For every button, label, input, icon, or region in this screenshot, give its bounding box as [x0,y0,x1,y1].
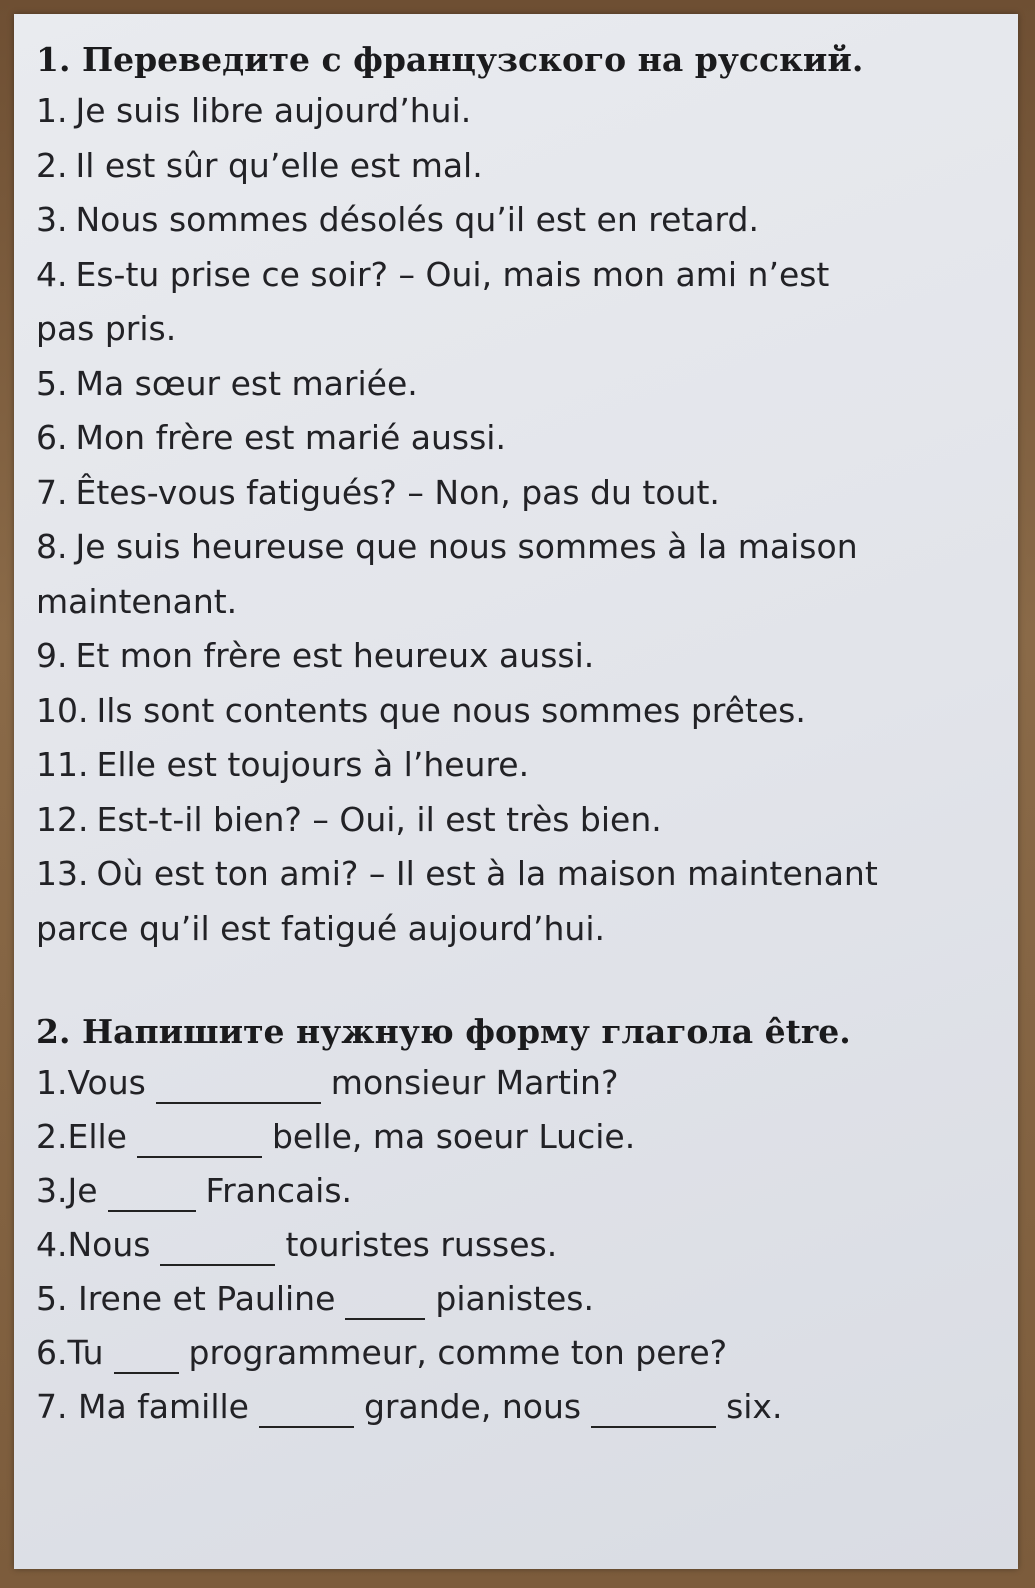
item-number: 1. [36,91,68,130]
fill-in-item [36,1326,1011,1380]
list-item [36,738,1011,793]
item-suffix: belle, ma soeur Lucie. [271,1117,636,1156]
item-number: 2. [36,145,68,185]
item-text: Ils sont contents que nous sommes prêtes. [96,690,806,730]
item-middle: grande, nous [363,1387,582,1426]
list-item-continuation [36,575,1011,630]
item-suffix: pianistes. [435,1279,594,1318]
item-number: 9. [36,636,68,675]
item-prefix: 7. Ma famille [36,1387,249,1426]
item-number: 10. [36,690,89,730]
section-2-list [36,1056,1011,1434]
item-number: 3. [36,200,68,239]
fill-in-item [36,1380,1011,1434]
list-item [36,411,1011,466]
answer-blank [137,1156,262,1158]
fill-in-item [36,1272,1011,1326]
item-text: Ma sœur est mariée. [75,363,418,403]
item-number: 6. [36,418,68,457]
item-suffix: six. [726,1387,783,1426]
fill-in-item [36,1218,1011,1272]
item-prefix: 3.Je [36,1171,98,1210]
list-item [36,84,1011,139]
list-item [36,248,1011,303]
section-2-title: 2. Напишите нужную форму глагола être. [36,1012,851,1051]
item-text: Il est sûr qu’elle est mal. [75,145,483,185]
item-text: Où est ton ami? – Il est à la maison maintenant [96,854,878,893]
item-number: 4. [36,254,68,294]
item-suffix: touristes russes. [285,1225,558,1264]
item-text: parce qu’il est fatigué aujourd’hui. [36,908,605,948]
section-1-title: 1. Переведите с французского на русский. [36,40,864,79]
item-text: Mon frère est marié aussi. [75,418,506,457]
list-item [36,629,1011,684]
worksheet-page [14,14,1018,1569]
item-text: maintenant. [36,581,238,621]
fill-in-item [36,1056,1011,1110]
item-prefix: 6.Tu [36,1333,104,1372]
item-prefix: 5. Irene et Pauline [36,1279,336,1318]
fill-in-item [36,1110,1011,1164]
item-text: Es-tu prise ce soir? – Oui, mais mon ami n’est [75,254,830,294]
section-1-list [36,84,1011,956]
fill-in-item [36,1164,1011,1218]
item-number: 8. [36,527,68,566]
answer-blank [114,1372,179,1374]
answer-blank [259,1426,354,1428]
item-suffix: monsieur Martin? [330,1063,619,1102]
answer-blank [160,1264,275,1266]
item-text: Êtes-vous fatigués? – Non, pas du tout. [75,472,720,512]
list-item [36,357,1011,412]
answer-blank [345,1318,425,1320]
item-suffix: programmeur, comme ton pere? [188,1333,728,1372]
item-prefix: 2.Elle [36,1117,127,1156]
item-text: pas pris. [36,309,177,348]
list-item [36,847,1011,902]
item-text: Elle est toujours à l’heure. [96,745,530,784]
item-prefix: 4.Nous [36,1225,151,1264]
item-number: 7. [36,472,68,512]
item-number: 11. [36,745,89,784]
item-text: Nous sommes désolés qu’il est en retard. [75,200,759,239]
item-number: 12. [36,799,89,839]
list-item [36,793,1011,848]
item-number: 13. [36,854,89,893]
item-prefix: 1.Vous [36,1063,146,1102]
worksheet-content [36,36,1011,1434]
section-spacer [36,956,1011,1008]
list-item [36,193,1011,248]
item-text: Et mon frère est heureux aussi. [75,636,595,675]
answer-blank [108,1210,196,1212]
list-item [36,520,1011,575]
answer-blank [591,1426,716,1428]
item-number: 5. [36,363,68,403]
answer-blank [156,1102,321,1104]
list-item [36,466,1011,521]
item-text: Je suis libre aujourd’hui. [75,91,472,130]
list-item-continuation [36,902,1011,957]
item-suffix: Francais. [205,1171,353,1210]
list-item [36,139,1011,194]
list-item [36,684,1011,739]
list-item-continuation [36,302,1011,357]
item-text: Je suis heureuse que nous sommes à la maison [75,527,858,566]
item-text: Est-t-il bien? – Oui, il est très bien. [96,799,662,839]
